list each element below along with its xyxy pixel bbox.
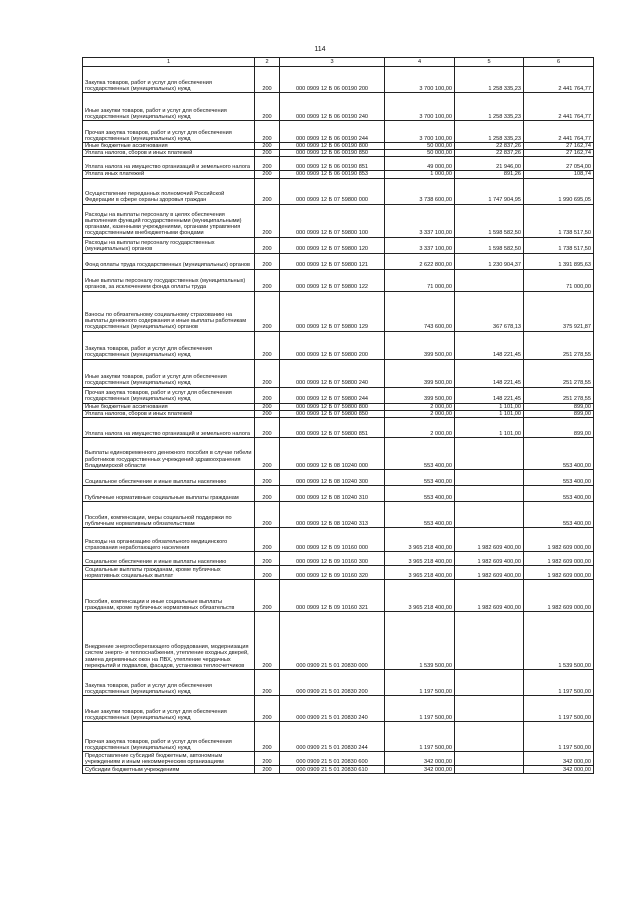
table-row (83, 171, 594, 178)
row-code-cell: 200 (255, 331, 280, 359)
row-name-cell: Пособия, компенсации и иные социальные выплаты гражданам, кроме публичных нормативных обязательств (83, 580, 255, 612)
table-row (83, 359, 594, 387)
table-row (83, 612, 594, 670)
row-executed-cell: 1 258 335,23 (455, 67, 524, 93)
row-approved-cell: 50 000,00 (385, 143, 455, 150)
table-row (83, 291, 594, 331)
row-name-cell: Прочая закупка товаров, работ и услуг для обеспечения государственных (муниципальных) нужд (83, 387, 255, 403)
row-code-cell: 200 (255, 178, 280, 204)
row-name-cell: Уплата налога на имущество организаций и земельного налога (83, 157, 255, 171)
row-remaining-cell: 1 197 500,00 (524, 722, 594, 752)
row-name-cell: Фонд оплаты труда государственных (муниципальных) органов (83, 253, 255, 269)
table-row (83, 331, 594, 359)
row-approved-cell: 2 000,00 (385, 410, 455, 417)
row-executed-cell: 1 101,00 (455, 403, 524, 410)
row-kbk-cell: 000 0909 21 5 01 20830 610 (280, 766, 385, 774)
row-approved-cell: 3 738 600,00 (385, 178, 455, 204)
row-executed-cell: 367 678,13 (455, 291, 524, 331)
row-executed-cell: 1 982 609 400,00 (455, 528, 524, 552)
row-kbk-cell: 000 0909 12 Б 07 59800 000 (280, 178, 385, 204)
table-row (83, 438, 594, 470)
row-executed-cell: 1 982 609 400,00 (455, 566, 524, 580)
row-approved-cell: 2 622 800,00 (385, 253, 455, 269)
table-row (83, 237, 594, 253)
column-header: 6 (524, 58, 594, 67)
row-executed-cell: 148 221,45 (455, 331, 524, 359)
row-code-cell: 200 (255, 67, 280, 93)
row-name-cell: Субсидии бюджетным учреждениям (83, 766, 255, 774)
column-header: 4 (385, 58, 455, 67)
row-code-cell: 200 (255, 359, 280, 387)
row-name-cell: Осуществление переданных полномочий Российской Федерации в сфере охраны здоровья граждан (83, 178, 255, 204)
row-kbk-cell: 000 0909 21 5 01 20830 240 (280, 696, 385, 722)
row-approved-cell: 743 600,00 (385, 291, 455, 331)
row-kbk-cell: 000 0909 12 Б 06 00190 240 (280, 93, 385, 121)
row-executed-cell: 21 946,00 (455, 157, 524, 171)
row-approved-cell: 342 000,00 (385, 752, 455, 766)
row-approved-cell: 3 965 218 400,00 (385, 580, 455, 612)
row-executed-cell: 1 747 904,95 (455, 178, 524, 204)
row-remaining-cell: 27 162,74 (524, 143, 594, 150)
row-executed-cell: 1 230 904,37 (455, 253, 524, 269)
row-name-cell: Выплаты единовременного денежного пособия в случае гибели работников государственных учреждений здравоохранения Владимирской области (83, 438, 255, 470)
row-approved-cell: 3 700 100,00 (385, 67, 455, 93)
row-approved-cell: 50 000,00 (385, 150, 455, 157)
row-code-cell: 200 (255, 121, 280, 143)
row-code-cell: 200 (255, 502, 280, 528)
row-executed-cell: 1 982 609 400,00 (455, 552, 524, 566)
column-header: 1 (83, 58, 255, 67)
row-remaining-cell: 1 982 609 000,00 (524, 580, 594, 612)
table-row (83, 150, 594, 157)
row-kbk-cell: 000 0909 21 5 01 20830 244 (280, 722, 385, 752)
row-name-cell: Закупка товаров, работ и услуг для обеспечения государственных (муниципальных) нужд (83, 670, 255, 696)
row-kbk-cell: 000 0909 12 Б 09 10160 300 (280, 552, 385, 566)
row-executed-cell: 891,26 (455, 171, 524, 178)
row-remaining-cell: 342 000,00 (524, 766, 594, 774)
row-remaining-cell: 899,00 (524, 403, 594, 410)
table-body (83, 67, 594, 774)
row-code-cell: 200 (255, 696, 280, 722)
row-remaining-cell: 251 278,55 (524, 331, 594, 359)
row-kbk-cell: 000 0909 12 Б 07 59800 244 (280, 387, 385, 403)
row-executed-cell: 22 837,26 (455, 150, 524, 157)
row-code-cell: 200 (255, 171, 280, 178)
row-remaining-cell: 251 278,55 (524, 387, 594, 403)
row-approved-cell: 49 000,00 (385, 157, 455, 171)
row-approved-cell: 1 197 500,00 (385, 722, 455, 752)
row-remaining-cell: 899,00 (524, 410, 594, 417)
row-code-cell: 200 (255, 403, 280, 410)
row-approved-cell: 2 000,00 (385, 418, 455, 438)
row-code-cell: 200 (255, 387, 280, 403)
table-row (83, 269, 594, 291)
row-executed-cell: 1 258 335,23 (455, 121, 524, 143)
row-approved-cell: 3 965 218 400,00 (385, 528, 455, 552)
row-kbk-cell: 000 0909 12 Б 08 10240 300 (280, 470, 385, 486)
row-code-cell: 200 (255, 269, 280, 291)
row-executed-cell: 1 101,00 (455, 410, 524, 417)
row-approved-cell: 553 400,00 (385, 438, 455, 470)
table-row (83, 204, 594, 237)
row-approved-cell: 71 000,00 (385, 269, 455, 291)
row-name-cell: Социальное обеспечение и иные выплаты населению (83, 552, 255, 566)
row-code-cell: 200 (255, 722, 280, 752)
row-approved-cell: 1 000,00 (385, 171, 455, 178)
row-kbk-cell: 000 0909 12 Б 07 59800 800 (280, 403, 385, 410)
row-kbk-cell: 000 0909 12 Б 06 00190 851 (280, 157, 385, 171)
row-remaining-cell: 2 441 764,77 (524, 121, 594, 143)
row-name-cell: Социальное обеспечение и иные выплаты населению (83, 470, 255, 486)
row-executed-cell (455, 670, 524, 696)
row-kbk-cell: 000 0909 12 Б 06 00190 853 (280, 171, 385, 178)
row-remaining-cell: 553 400,00 (524, 502, 594, 528)
row-name-cell: Закупка товаров, работ и услуг для обеспечения государственных (муниципальных) нужд (83, 67, 255, 93)
row-code-cell: 200 (255, 528, 280, 552)
row-kbk-cell: 000 0909 21 5 01 20830 000 (280, 612, 385, 670)
row-kbk-cell: 000 0909 21 5 01 20830 600 (280, 752, 385, 766)
row-kbk-cell: 000 0909 12 Б 07 59800 120 (280, 237, 385, 253)
row-name-cell: Уплата налогов, сборов и иных платежей (83, 410, 255, 417)
row-code-cell: 200 (255, 410, 280, 417)
row-code-cell: 200 (255, 612, 280, 670)
row-remaining-cell: 1 197 500,00 (524, 696, 594, 722)
page-number: 114 (314, 46, 326, 53)
table-row (83, 253, 594, 269)
row-approved-cell: 3 337 100,00 (385, 204, 455, 237)
row-name-cell: Иные закупки товаров, работ и услуг для обеспечения государственных (муниципальных) нужд (83, 696, 255, 722)
table-row (83, 580, 594, 612)
row-approved-cell: 342 000,00 (385, 766, 455, 774)
row-name-cell: Внедрение энергосберегающего оборудования, модернизация систем энерго- и теплоснабжения, утепление входных дверей, замена деревянных окон на ПВХ, утепление чердачных перекрытий и подвалов, фасадов, установка теплосчетчиков (83, 612, 255, 670)
row-name-cell: Иные бюджетные ассигнования (83, 143, 255, 150)
row-remaining-cell: 1 738 517,50 (524, 204, 594, 237)
row-code-cell: 200 (255, 552, 280, 566)
row-executed-cell (455, 438, 524, 470)
row-remaining-cell: 375 921,87 (524, 291, 594, 331)
row-name-cell: Публичные нормативные социальные выплаты гражданам (83, 486, 255, 502)
row-executed-cell (455, 612, 524, 670)
table-row (83, 566, 594, 580)
row-name-cell: Уплата налога на имущество организаций и земельного налога (83, 418, 255, 438)
row-name-cell: Уплата иных платежей (83, 171, 255, 178)
row-approved-cell: 553 400,00 (385, 470, 455, 486)
row-code-cell: 200 (255, 580, 280, 612)
table-row (83, 722, 594, 752)
row-code-cell: 200 (255, 253, 280, 269)
row-kbk-cell: 000 0909 12 Б 07 59800 850 (280, 410, 385, 417)
row-name-cell: Закупка товаров, работ и услуг для обеспечения государственных (муниципальных) нужд (83, 331, 255, 359)
row-kbk-cell: 000 0909 12 Б 09 10160 321 (280, 580, 385, 612)
row-name-cell: Предоставление субсидий бюджетным, автономным учреждениям и иным некоммерческим организациям (83, 752, 255, 766)
table-row (83, 387, 594, 403)
row-approved-cell: 399 500,00 (385, 359, 455, 387)
row-remaining-cell: 553 400,00 (524, 470, 594, 486)
row-executed-cell: 1 101,00 (455, 418, 524, 438)
table-row (83, 403, 594, 410)
row-executed-cell (455, 766, 524, 774)
row-name-cell: Взносы по обязательному социальному страхованию на выплаты денежного содержания и иные выплаты работникам государственных (муниципальных) органов (83, 291, 255, 331)
table-row (83, 486, 594, 502)
table-row (83, 766, 594, 774)
row-name-cell: Иные выплаты персоналу государственных (муниципальных) органов, за исключением фонда оплаты труда (83, 269, 255, 291)
row-kbk-cell: 000 0909 21 5 01 20830 200 (280, 670, 385, 696)
row-executed-cell: 1 258 335,23 (455, 93, 524, 121)
row-code-cell: 200 (255, 291, 280, 331)
row-kbk-cell: 000 0909 12 Б 09 10160 000 (280, 528, 385, 552)
row-kbk-cell: 000 0909 12 Б 08 10240 313 (280, 502, 385, 528)
row-approved-cell: 2 000,00 (385, 403, 455, 410)
row-remaining-cell: 27 162,74 (524, 150, 594, 157)
header-row (83, 58, 594, 67)
row-code-cell: 200 (255, 93, 280, 121)
row-approved-cell: 553 400,00 (385, 486, 455, 502)
row-remaining-cell: 553 400,00 (524, 438, 594, 470)
row-remaining-cell: 2 441 764,77 (524, 67, 594, 93)
row-code-cell: 200 (255, 766, 280, 774)
row-approved-cell: 399 500,00 (385, 387, 455, 403)
row-kbk-cell: 000 0909 12 Б 06 00190 850 (280, 150, 385, 157)
row-name-cell: Расходы на организацию обязательного медицинского страхования неработающего населения (83, 528, 255, 552)
row-code-cell: 200 (255, 438, 280, 470)
row-kbk-cell: 000 0909 12 Б 08 10240 310 (280, 486, 385, 502)
row-name-cell: Прочая закупка товаров, работ и услуг для обеспечения государственных (муниципальных) нужд (83, 121, 255, 143)
row-remaining-cell: 108,74 (524, 171, 594, 178)
row-remaining-cell: 553 400,00 (524, 486, 594, 502)
row-name-cell: Расходы на выплаты персоналу в целях обеспечения выполнения функций государственными (муниципальными) органами, казенными учреждениями, органами управления государственными внебюджетными фондами (83, 204, 255, 237)
table-row (83, 67, 594, 93)
row-executed-cell: 148 221,45 (455, 359, 524, 387)
table-row (83, 528, 594, 552)
row-name-cell: Расходы на выплаты персоналу государственных (муниципальных) органов (83, 237, 255, 253)
row-kbk-cell: 000 0909 12 Б 07 59800 100 (280, 204, 385, 237)
column-header: 3 (280, 58, 385, 67)
table-row (83, 670, 594, 696)
row-code-cell: 200 (255, 752, 280, 766)
table-row (83, 470, 594, 486)
row-remaining-cell: 27 054,00 (524, 157, 594, 171)
row-kbk-cell: 000 0909 12 Б 08 10240 000 (280, 438, 385, 470)
row-name-cell: Прочая закупка товаров, работ и услуг для обеспечения государственных (муниципальных) нужд (83, 722, 255, 752)
row-remaining-cell: 251 278,55 (524, 359, 594, 387)
row-name-cell: Социальные выплаты гражданам, кроме публичных нормативных социальных выплат (83, 566, 255, 580)
row-executed-cell (455, 486, 524, 502)
row-executed-cell (455, 722, 524, 752)
table-row (83, 121, 594, 143)
budget-execution-table (82, 57, 594, 774)
row-remaining-cell: 1 982 609 000,00 (524, 566, 594, 580)
table-row (83, 143, 594, 150)
row-name-cell: Иные закупки товаров, работ и услуг для обеспечения государственных (муниципальных) нужд (83, 359, 255, 387)
row-executed-cell (455, 696, 524, 722)
row-kbk-cell: 000 0909 12 Б 07 59800 129 (280, 291, 385, 331)
row-approved-cell: 3 700 100,00 (385, 121, 455, 143)
row-remaining-cell: 342 000,00 (524, 752, 594, 766)
table-row (83, 752, 594, 766)
row-approved-cell: 1 197 500,00 (385, 670, 455, 696)
row-name-cell: Уплата налогов, сборов и иных платежей (83, 150, 255, 157)
row-approved-cell: 1 197 500,00 (385, 696, 455, 722)
row-kbk-cell: 000 0909 12 Б 07 59800 851 (280, 418, 385, 438)
row-remaining-cell: 1 539 500,00 (524, 612, 594, 670)
row-code-cell: 200 (255, 237, 280, 253)
row-approved-cell: 3 337 100,00 (385, 237, 455, 253)
row-remaining-cell: 1 197 500,00 (524, 670, 594, 696)
row-approved-cell: 1 539 500,00 (385, 612, 455, 670)
row-remaining-cell: 899,00 (524, 418, 594, 438)
row-name-cell: Иные закупки товаров, работ и услуг для обеспечения государственных (муниципальных) нужд (83, 93, 255, 121)
row-approved-cell: 3 965 218 400,00 (385, 566, 455, 580)
row-code-cell: 200 (255, 418, 280, 438)
table-row (83, 502, 594, 528)
row-remaining-cell: 1 738 517,50 (524, 237, 594, 253)
row-kbk-cell: 000 0909 12 Б 09 10160 320 (280, 566, 385, 580)
table-row (83, 418, 594, 438)
row-executed-cell: 1 598 582,50 (455, 237, 524, 253)
row-approved-cell: 3 965 218 400,00 (385, 552, 455, 566)
row-executed-cell: 1 598 582,50 (455, 204, 524, 237)
row-kbk-cell: 000 0909 12 Б 07 59800 200 (280, 331, 385, 359)
row-kbk-cell: 000 0909 12 Б 06 00190 800 (280, 143, 385, 150)
row-approved-cell: 399 500,00 (385, 331, 455, 359)
row-code-cell: 200 (255, 470, 280, 486)
row-executed-cell (455, 470, 524, 486)
table-row (83, 93, 594, 121)
row-code-cell: 200 (255, 670, 280, 696)
table-row (83, 157, 594, 171)
row-remaining-cell: 1 990 695,05 (524, 178, 594, 204)
row-remaining-cell: 1 982 609 000,00 (524, 528, 594, 552)
table-row (83, 178, 594, 204)
column-header: 2 (255, 58, 280, 67)
table-row (83, 696, 594, 722)
row-remaining-cell: 2 441 764,77 (524, 93, 594, 121)
row-name-cell: Иные бюджетные ассигнования (83, 403, 255, 410)
row-remaining-cell: 1 982 609 000,00 (524, 552, 594, 566)
table-row (83, 552, 594, 566)
row-remaining-cell: 71 000,00 (524, 269, 594, 291)
row-executed-cell (455, 269, 524, 291)
row-executed-cell (455, 502, 524, 528)
row-kbk-cell: 000 0909 12 Б 07 59800 240 (280, 359, 385, 387)
row-code-cell: 200 (255, 204, 280, 237)
row-code-cell: 200 (255, 486, 280, 502)
row-executed-cell: 22 837,26 (455, 143, 524, 150)
row-kbk-cell: 000 0909 12 Б 06 00190 244 (280, 121, 385, 143)
row-approved-cell: 553 400,00 (385, 502, 455, 528)
row-code-cell: 200 (255, 143, 280, 150)
table-row (83, 410, 594, 417)
row-name-cell: Пособия, компенсации, меры социальной поддержки по публичным нормативным обязательствам (83, 502, 255, 528)
row-executed-cell: 1 982 609 400,00 (455, 580, 524, 612)
row-approved-cell: 3 700 100,00 (385, 93, 455, 121)
row-executed-cell (455, 752, 524, 766)
column-header: 5 (455, 58, 524, 67)
row-executed-cell: 148 221,45 (455, 387, 524, 403)
row-kbk-cell: 000 0909 12 Б 07 59800 122 (280, 269, 385, 291)
row-code-cell: 200 (255, 157, 280, 171)
row-code-cell: 200 (255, 150, 280, 157)
row-code-cell: 200 (255, 566, 280, 580)
row-kbk-cell: 000 0909 12 Б 06 00190 200 (280, 67, 385, 93)
row-kbk-cell: 000 0909 12 Б 07 59800 121 (280, 253, 385, 269)
row-remaining-cell: 1 391 895,63 (524, 253, 594, 269)
